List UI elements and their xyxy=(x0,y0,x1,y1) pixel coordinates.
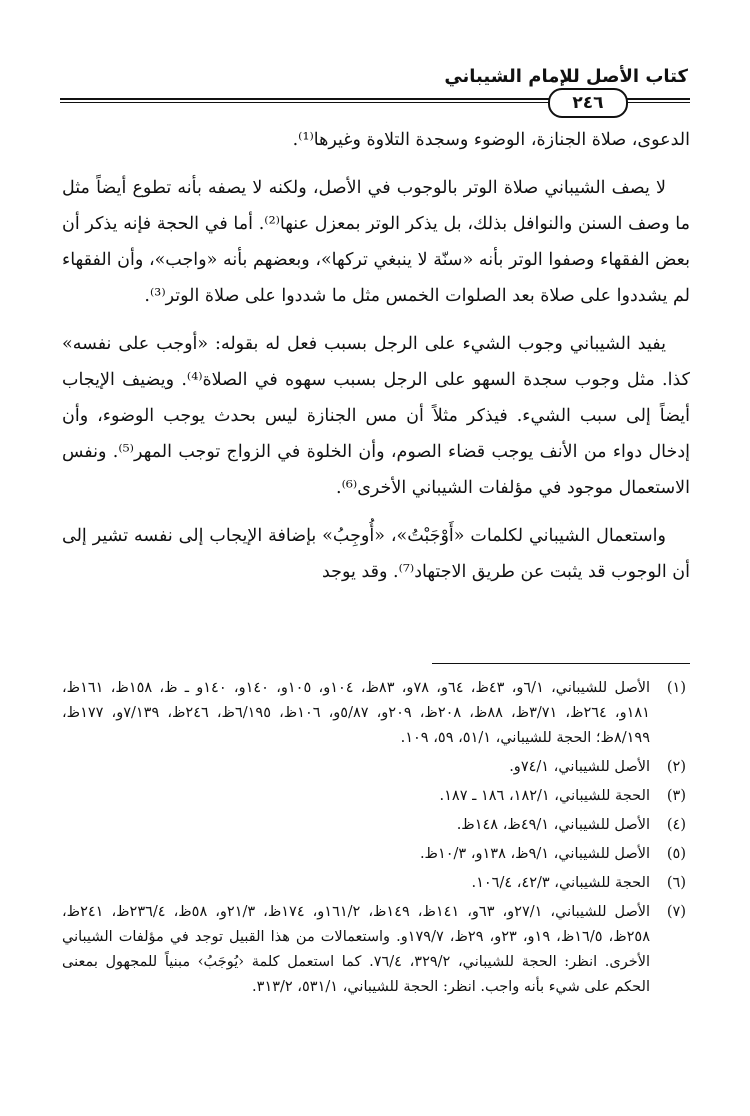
main-text xyxy=(62,122,690,602)
footnote xyxy=(62,813,686,838)
footnote xyxy=(62,784,686,809)
page-number-badge: ٢٤٦ xyxy=(548,88,628,118)
footnote-text: الحجة للشيباني، ٤٢/٣، ١٠٦/٤. xyxy=(471,875,650,891)
running-header-title: كتاب الأصل للإمام الشيباني xyxy=(444,66,688,87)
footnote xyxy=(62,755,686,780)
footnote-text: الأصل للشيباني، ٢٧/١و، ٦٣و، ١٤١ظ، ١٤٩ظ، ١٦١/٢و، ١٧٤ظ، ٢١/٣و، ٥٨ظ، ٢٣٦/٤ظ، ٢٤١ظ، ٢٥٨ظ، ١٦/٥ظ، ١٩و، ٢٣و، ٢٩ظ، ١٧٩/٧و. واستعمالات من هذا القبيل توجد في مؤلفات الشيباني الأخرى. انظر: الحجة للشيباني، ٣٢٩/٢، ٧٦/٤. كما استعمل كلمة ‹يُوجَبُ› مبنياً للمجهول بمعنى الحكم على شيء بأنه واجب. انظر: الحجة للشيباني، ٥٣١/١، ٣١٣/٢. xyxy=(62,904,651,995)
footnote xyxy=(62,871,686,896)
paragraph: واستعمال الشيباني لكلمات «أَوْجَبْتُ»، «أُوجِبُ» بإضافة الإيجاب إلى نفسه تشير إلى أن الوجوب قد يثبت عن طريق الاجتهاد⁽⁷⁾. وقد يوجد xyxy=(62,526,690,582)
footnotes xyxy=(62,676,686,1004)
footnote-text: الحجة للشيباني، ١٨٢/١، ١٨٦ ـ ١٨٧. xyxy=(439,788,650,804)
paragraph: يفيد الشيباني وجوب الشيء على الرجل بسبب فعل له بقوله: «أوجب على نفسه» كذا. مثل وجوب سجدة السهو على الرجل بسبب سهوه في الصلاة⁽⁴⁾. ويضيف الإيجاب أيضاً إلى سبب الشيء. فيذكر مثلاً أن مس الجنازة ليس بحدث يوجب الوضوء، وأن إدخال دواء من الأنف يوجب قضاء الصوم، وأن الخلوة في الزواج توجب المهر⁽⁵⁾. ونفس الاستعمال موجود في مؤلفات الشيباني الأخرى⁽⁶⁾. xyxy=(62,334,690,498)
footnote xyxy=(62,842,686,867)
footnote xyxy=(62,900,686,1000)
footnote-number: (١) xyxy=(666,680,686,696)
footnote-text: الأصل للشيباني، ٤٩/١ظ، ١٤٨ظ. xyxy=(456,817,650,833)
paragraph: لا يصف الشيباني صلاة الوتر بالوجوب في الأصل، ولكنه لا يصفه بأنه تطوع أيضاً مثل ما وصف السنن والنوافل بذلك، بل يذكر الوتر بمعزل عنها⁽²⁾. أما في الحجة فإنه يذكر أن بعض الفقهاء وصفوا الوتر بأنه «سنّة لا ينبغي تركها»، وبعضهم بأنه «واجب»، وأن الفقهاء لم يشددوا على صلاة بعد الصلوات الخمس مثل ما شددوا على صلاة الوتر⁽³⁾. xyxy=(62,178,690,306)
footnote-separator xyxy=(432,663,690,664)
footnote-number: (٣) xyxy=(666,788,686,804)
footnote-number: (٤) xyxy=(666,817,686,833)
footnote-number: (٢) xyxy=(666,759,686,775)
footnote-number: (٥) xyxy=(666,846,686,862)
footnote-text: الأصل للشيباني، ٧٤/١و. xyxy=(509,759,650,775)
paragraph: الدعوى، صلاة الجنازة، الوضوء وسجدة التلاوة وغيرها⁽¹⁾. xyxy=(292,130,690,150)
footnote-text: الأصل للشيباني، ٦/١و، ٤٣ظ، ٦٤و، ٧٨و، ٨٣ظ، ١٠٤و، ١٠٥و، ١٤٠و، ١٤٠و ـ ظ، ١٥٨ظ، ١٦١ظ، ١٨١و، ٢٦٤ظ، ٣/٧١ظ، ٨٨ظ، ٢٠٨ظ، ٢٠٩و، ٥/٨٧و، ١٠٦ظ، ٦/١٩٥ظ، ٢٤٦ظ، ٧/١٣٩و، ١٧٧ظ، ٨/١٩٩ظ؛ الحجة للشيباني، ٥١/١، ٥٩، ١٠٩. xyxy=(62,680,651,746)
footnote xyxy=(62,676,686,751)
footnote-text: الأصل للشيباني، ٩/١ظ، ١٣٨و، ١٠/٣ظ. xyxy=(419,846,650,862)
footnote-number: (٧) xyxy=(666,904,686,920)
footnote-number: (٦) xyxy=(666,875,686,891)
